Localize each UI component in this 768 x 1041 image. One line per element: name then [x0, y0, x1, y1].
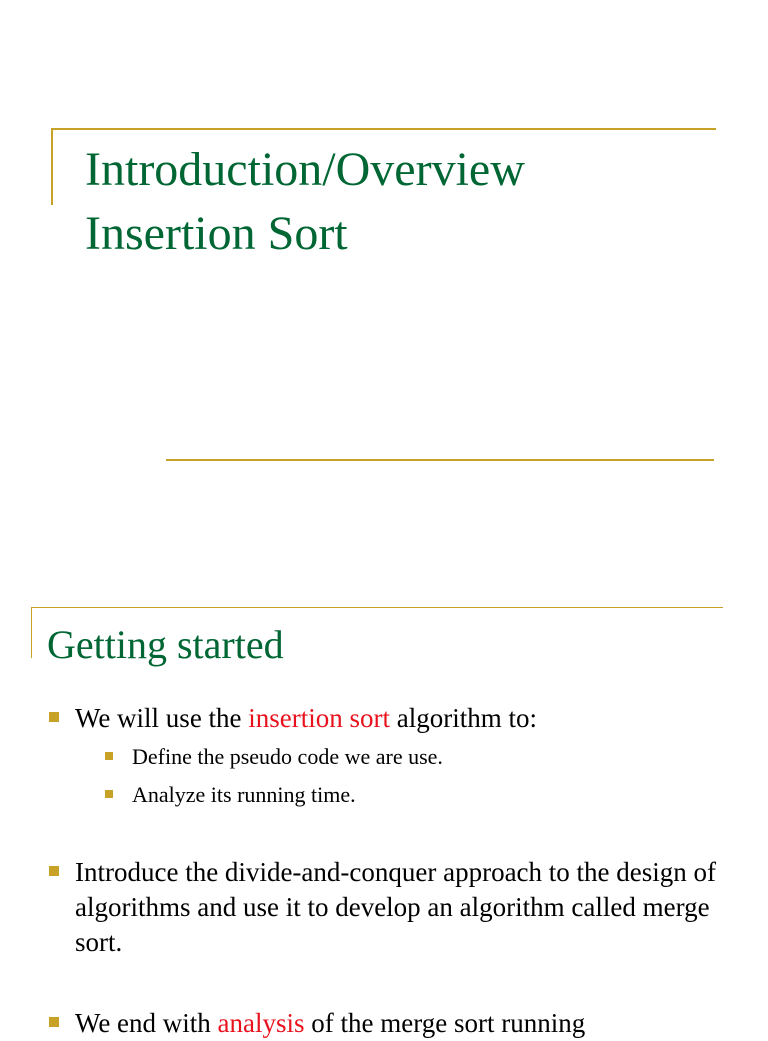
- heading-left-rule: [31, 607, 32, 658]
- sub-bullet-square-icon: [105, 790, 113, 798]
- sub-bullet-square-icon: [105, 752, 113, 760]
- title-line-2: Insertion Sort: [85, 207, 348, 260]
- bullet-2-text: Introduce the divide-and-conquer approach to the design of algorithms and use it to develop an algorithm called merge sort.: [75, 857, 717, 957]
- sub-bullet-item-1: [132, 742, 732, 772]
- bullet-item-1: [75, 701, 735, 736]
- slide-getting-started: [0, 560, 768, 1038]
- bullet-square-icon: [49, 1017, 59, 1027]
- bullet-1-text-post: algorithm to:: [390, 703, 538, 733]
- bullet-1-highlight: insertion sort: [248, 703, 391, 733]
- bullet-1-text-pre: We will use the: [75, 703, 249, 733]
- title-left-rule: [51, 128, 53, 205]
- sub-bullet-item-2: [132, 780, 732, 810]
- sub-bullet-2-text: Analyze its running time.: [132, 782, 356, 807]
- sub-bullet-1-text: Define the pseudo code we are use.: [132, 744, 443, 769]
- title-top-rule: [51, 128, 716, 130]
- title-bottom-rule: [166, 459, 714, 461]
- heading-top-rule: [31, 607, 723, 608]
- bullet-3-highlight: analysis: [217, 1008, 305, 1038]
- bullet-3-text-post: of the merge sort running: [304, 1008, 586, 1038]
- title-line-1: Introduction/Overview: [85, 143, 525, 196]
- bullet-item-2: [75, 855, 735, 960]
- bullet-3-text-pre: We end with: [75, 1008, 218, 1038]
- slide-2-title: Getting started: [47, 622, 284, 667]
- bullet-square-icon: [49, 866, 59, 876]
- slide-1-title: [85, 138, 525, 266]
- bullet-square-icon: [49, 712, 59, 722]
